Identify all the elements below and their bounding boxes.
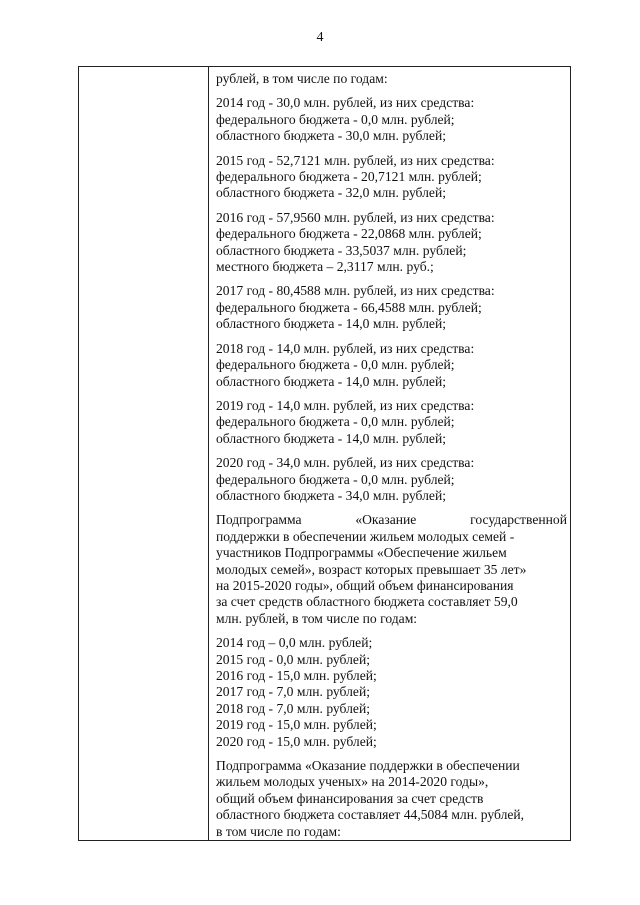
year-block-2020: 2020 год - 34,0 млн. рублей, из них средства: федерального бюджета - 0,0 млн. рублей; областного бюджета - 34,0 млн. рублей; xyxy=(216,455,475,503)
year-block-2019: 2019 год - 14,0 млн. рублей, из них средства: федерального бюджета - 0,0 млн. рублей; областного бюджета - 14,0 млн. рублей; xyxy=(216,397,475,446)
subprogram-1-years: 2014 год – 0,0 млн. рублей; 2015 год - 0,0 млн. рублей; 2016 год - 15,0 млн. рублей; 2017 год - 7,0 млн. рублей; 2018 год - 7,0 млн. рублей; 2019 год - 15,0 млн. рублей; 2020 год - 15,0 млн. рублей; xyxy=(216,635,377,749)
year-block-2016: 2016 год - 57,9560 млн. рублей, из них средства: федерального бюджета - 22,0868 млн. рублей; областного бюджета - 33,5037 млн. рублей; местного бюджета – 2,3117 млн. руб.; xyxy=(216,209,495,275)
year-block-2015: 2015 год - 52,7121 млн. рублей, из них средства: федерального бюджета - 20,7121 млн. рублей; областного бюджета - 32,0 млн. рублей; xyxy=(216,152,495,201)
year-block-2014: 2014 год - 30,0 млн. рублей, из них средства: федерального бюджета - 0,0 млн. рублей; областного бюджета - 30,0 млн. рублей; xyxy=(216,95,475,144)
subprogram-2-paragraph: Подпрограмма «Оказание поддержки в обеспечении жильем молодых ученых» на 2014-2020 годы», общий объем финансирования за счет средств областного бюджета составляет 44,5084 млн. рублей, в том числе по годам: xyxy=(216,758,525,839)
year-blocks xyxy=(216,95,567,504)
intro-line: рублей, в том числе по годам: xyxy=(216,71,388,86)
year-block-2017: 2017 год - 80,4588 млн. рублей, из них средства: федерального бюджета - 66,4588 млн. рублей; областного бюджета - 14,0 млн. рублей; xyxy=(216,283,495,332)
year-block-2018: 2018 год - 14,0 млн. рублей, из них средства: федерального бюджета - 0,0 млн. рублей; областного бюджета - 14,0 млн. рублей; xyxy=(216,340,475,389)
subprogram-1-paragraph: Подпрограмма «Оказание государственной поддержки в обеспечении жильем молодых семей - участников Подпрограммы «Обеспечение жильем молодых семей», возраст которых превышает 35 лет» на 2015-2020 годы», общий объем финансирования за счет средств областного бюджета составляет 59,0 млн. рублей, в том числе по годам: xyxy=(216,512,567,626)
page-number: 4 xyxy=(316,30,324,45)
financing-table xyxy=(78,66,571,841)
table-left-column xyxy=(79,67,209,840)
table-right-column xyxy=(216,71,567,848)
subprogram-1-line-1: Подпрограмма «Оказание государственной xyxy=(216,512,567,528)
